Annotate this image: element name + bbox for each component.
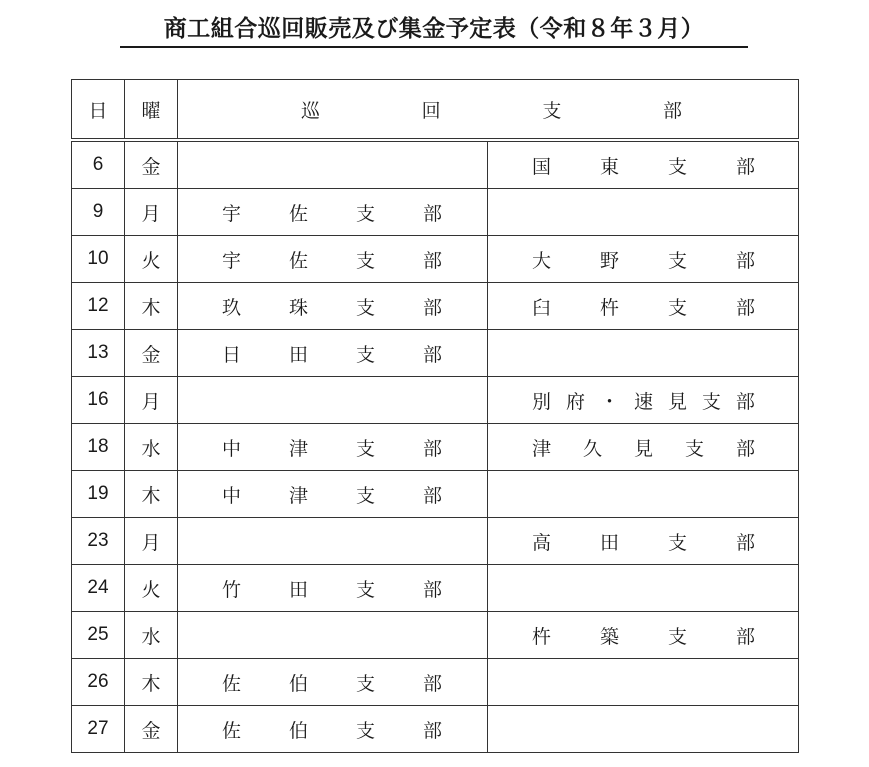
branch-cell-right (488, 189, 799, 236)
weekday-cell: 金 (125, 706, 178, 753)
branch-cell-right (488, 236, 799, 283)
header-branch-char: 部 (662, 99, 682, 122)
branch-char: 佐 (288, 249, 308, 272)
branch-char: 部 (735, 249, 755, 272)
branch-char: ・ (599, 390, 619, 413)
branch-char: 佐 (222, 719, 242, 742)
branch-char: 部 (422, 249, 442, 272)
branch-char: 支 (355, 343, 375, 366)
branch-char: 部 (422, 437, 442, 460)
branch-cell-right (488, 283, 799, 330)
header-branch-char: 巡 (301, 99, 321, 122)
branch-char: 部 (422, 672, 442, 695)
branch-char: 支 (667, 625, 687, 648)
branch-char: 玖 (222, 296, 242, 319)
branch-char: 支 (355, 672, 375, 695)
branch-cell-right (488, 518, 799, 565)
branch-char: 田 (599, 531, 619, 554)
branch-cell-right (488, 330, 799, 377)
branch-char: 珠 (288, 296, 308, 319)
branch-cell-left (178, 565, 488, 612)
page-title: 商工組合巡回販売及び集金予定表（令和８年３月） (120, 14, 748, 48)
branch-char: 部 (735, 437, 755, 460)
branch-char: 部 (422, 343, 442, 366)
branch-char: 部 (422, 578, 442, 601)
branch-char: 支 (667, 155, 687, 178)
weekday-cell: 金 (125, 140, 178, 189)
table-row (72, 424, 799, 471)
table-row (72, 706, 799, 753)
branch-cell-left (178, 706, 488, 753)
branch-char: 杵 (532, 625, 552, 648)
table-row (72, 283, 799, 330)
branch-name (178, 246, 487, 273)
branch-cell-right (488, 612, 799, 659)
branch-char: 部 (422, 484, 442, 507)
table-row (72, 612, 799, 659)
branch-char: 竹 (222, 578, 242, 601)
branch-char: 支 (355, 296, 375, 319)
branch-char: 日 (222, 343, 242, 366)
branch-cell-right (488, 140, 799, 189)
branch-cell-left (178, 612, 488, 659)
branch-char: 田 (288, 343, 308, 366)
day-cell: 26 (72, 659, 125, 706)
header-branch-label (178, 96, 798, 123)
branch-name (178, 669, 487, 696)
branch-char: 支 (355, 249, 375, 272)
branch-cell-right (488, 471, 799, 518)
table-row (72, 471, 799, 518)
branch-cell-right (488, 659, 799, 706)
day-cell: 19 (72, 471, 125, 518)
branch-name (488, 246, 798, 273)
branch-char: 宇 (222, 202, 242, 225)
weekday-cell: 金 (125, 330, 178, 377)
branch-name (488, 434, 798, 461)
branch-char: 部 (735, 625, 755, 648)
branch-char: 部 (735, 155, 755, 178)
branch-char: 高 (532, 531, 552, 554)
branch-char: 国 (532, 155, 552, 178)
branch-char: 臼 (532, 296, 552, 319)
branch-char: 東 (599, 155, 619, 178)
branch-cell-left (178, 377, 488, 424)
branch-name (178, 293, 487, 320)
branch-char: 築 (599, 625, 619, 648)
branch-char: 伯 (288, 672, 308, 695)
branch-char: 田 (288, 578, 308, 601)
branch-char: 部 (422, 719, 442, 742)
branch-char: 支 (667, 296, 687, 319)
branch-char: 支 (355, 202, 375, 225)
branch-char: 野 (599, 249, 619, 272)
branch-cell-left (178, 236, 488, 283)
branch-char: 支 (667, 249, 687, 272)
branch-char: 支 (355, 719, 375, 742)
branch-name (488, 528, 798, 555)
day-cell: 27 (72, 706, 125, 753)
branch-name (178, 340, 487, 367)
branch-char: 支 (701, 390, 721, 413)
branch-char: 府 (565, 390, 585, 413)
day-cell: 6 (72, 140, 125, 189)
weekday-cell: 月 (125, 377, 178, 424)
day-cell: 25 (72, 612, 125, 659)
branch-cell-left (178, 140, 488, 189)
branch-name (488, 622, 798, 649)
branch-char: 部 (422, 202, 442, 225)
day-cell: 13 (72, 330, 125, 377)
branch-char: 見 (667, 390, 687, 413)
weekday-cell: 月 (125, 189, 178, 236)
weekday-cell: 木 (125, 283, 178, 330)
branch-char: 部 (422, 296, 442, 319)
day-cell: 12 (72, 283, 125, 330)
table-row (72, 377, 799, 424)
branch-char: 別 (532, 390, 552, 413)
branch-cell-right (488, 565, 799, 612)
table-row (72, 565, 799, 612)
branch-name (488, 152, 798, 179)
branch-cell-right (488, 706, 799, 753)
branch-char: 支 (667, 531, 687, 554)
schedule-body (72, 80, 799, 753)
weekday-cell: 火 (125, 236, 178, 283)
branch-cell-right (488, 424, 799, 471)
day-cell: 9 (72, 189, 125, 236)
table-row (72, 189, 799, 236)
branch-char: 支 (684, 437, 704, 460)
branch-char: 宇 (222, 249, 242, 272)
branch-cell-left (178, 471, 488, 518)
branch-cell-left (178, 189, 488, 236)
branch-char: 中 (222, 437, 242, 460)
header-branch-char: 支 (542, 99, 562, 122)
branch-char: 見 (633, 437, 653, 460)
weekday-cell: 水 (125, 612, 178, 659)
branch-name (488, 293, 798, 320)
day-cell: 18 (72, 424, 125, 471)
branch-char: 支 (355, 484, 375, 507)
header-branch (178, 80, 799, 141)
branch-cell-left (178, 283, 488, 330)
branch-name (178, 481, 487, 508)
header-day: 日 (72, 80, 125, 141)
weekday-cell: 木 (125, 471, 178, 518)
header-branch-char: 回 (421, 99, 441, 122)
schedule-table (71, 79, 799, 753)
branch-char: 部 (735, 531, 755, 554)
day-cell: 16 (72, 377, 125, 424)
branch-char: 部 (735, 390, 755, 413)
day-cell: 24 (72, 565, 125, 612)
table-row (72, 140, 799, 189)
header-row (72, 80, 799, 141)
day-cell: 23 (72, 518, 125, 565)
branch-name (178, 199, 487, 226)
branch-char: 津 (532, 437, 552, 460)
table-row (72, 236, 799, 283)
branch-cell-left (178, 659, 488, 706)
branch-cell-right (488, 377, 799, 424)
branch-char: 佐 (222, 672, 242, 695)
table-row (72, 518, 799, 565)
weekday-cell: 木 (125, 659, 178, 706)
branch-cell-left (178, 518, 488, 565)
branch-char: 伯 (288, 719, 308, 742)
weekday-cell: 月 (125, 518, 178, 565)
table-row (72, 659, 799, 706)
table-row (72, 330, 799, 377)
branch-char: 速 (633, 390, 653, 413)
weekday-cell: 火 (125, 565, 178, 612)
branch-name (488, 387, 798, 414)
branch-cell-left (178, 330, 488, 377)
branch-char: 支 (355, 437, 375, 460)
branch-char: 津 (288, 437, 308, 460)
branch-char: 部 (735, 296, 755, 319)
header-weekday: 曜 (125, 80, 178, 141)
branch-char: 大 (532, 249, 552, 272)
branch-char: 杵 (599, 296, 619, 319)
branch-char: 中 (222, 484, 242, 507)
branch-name (178, 434, 487, 461)
branch-name (178, 575, 487, 602)
day-cell: 10 (72, 236, 125, 283)
branch-char: 支 (355, 578, 375, 601)
branch-char: 久 (582, 437, 602, 460)
branch-char: 佐 (288, 202, 308, 225)
branch-name (178, 716, 487, 743)
branch-char: 津 (288, 484, 308, 507)
weekday-cell: 水 (125, 424, 178, 471)
branch-cell-left (178, 424, 488, 471)
